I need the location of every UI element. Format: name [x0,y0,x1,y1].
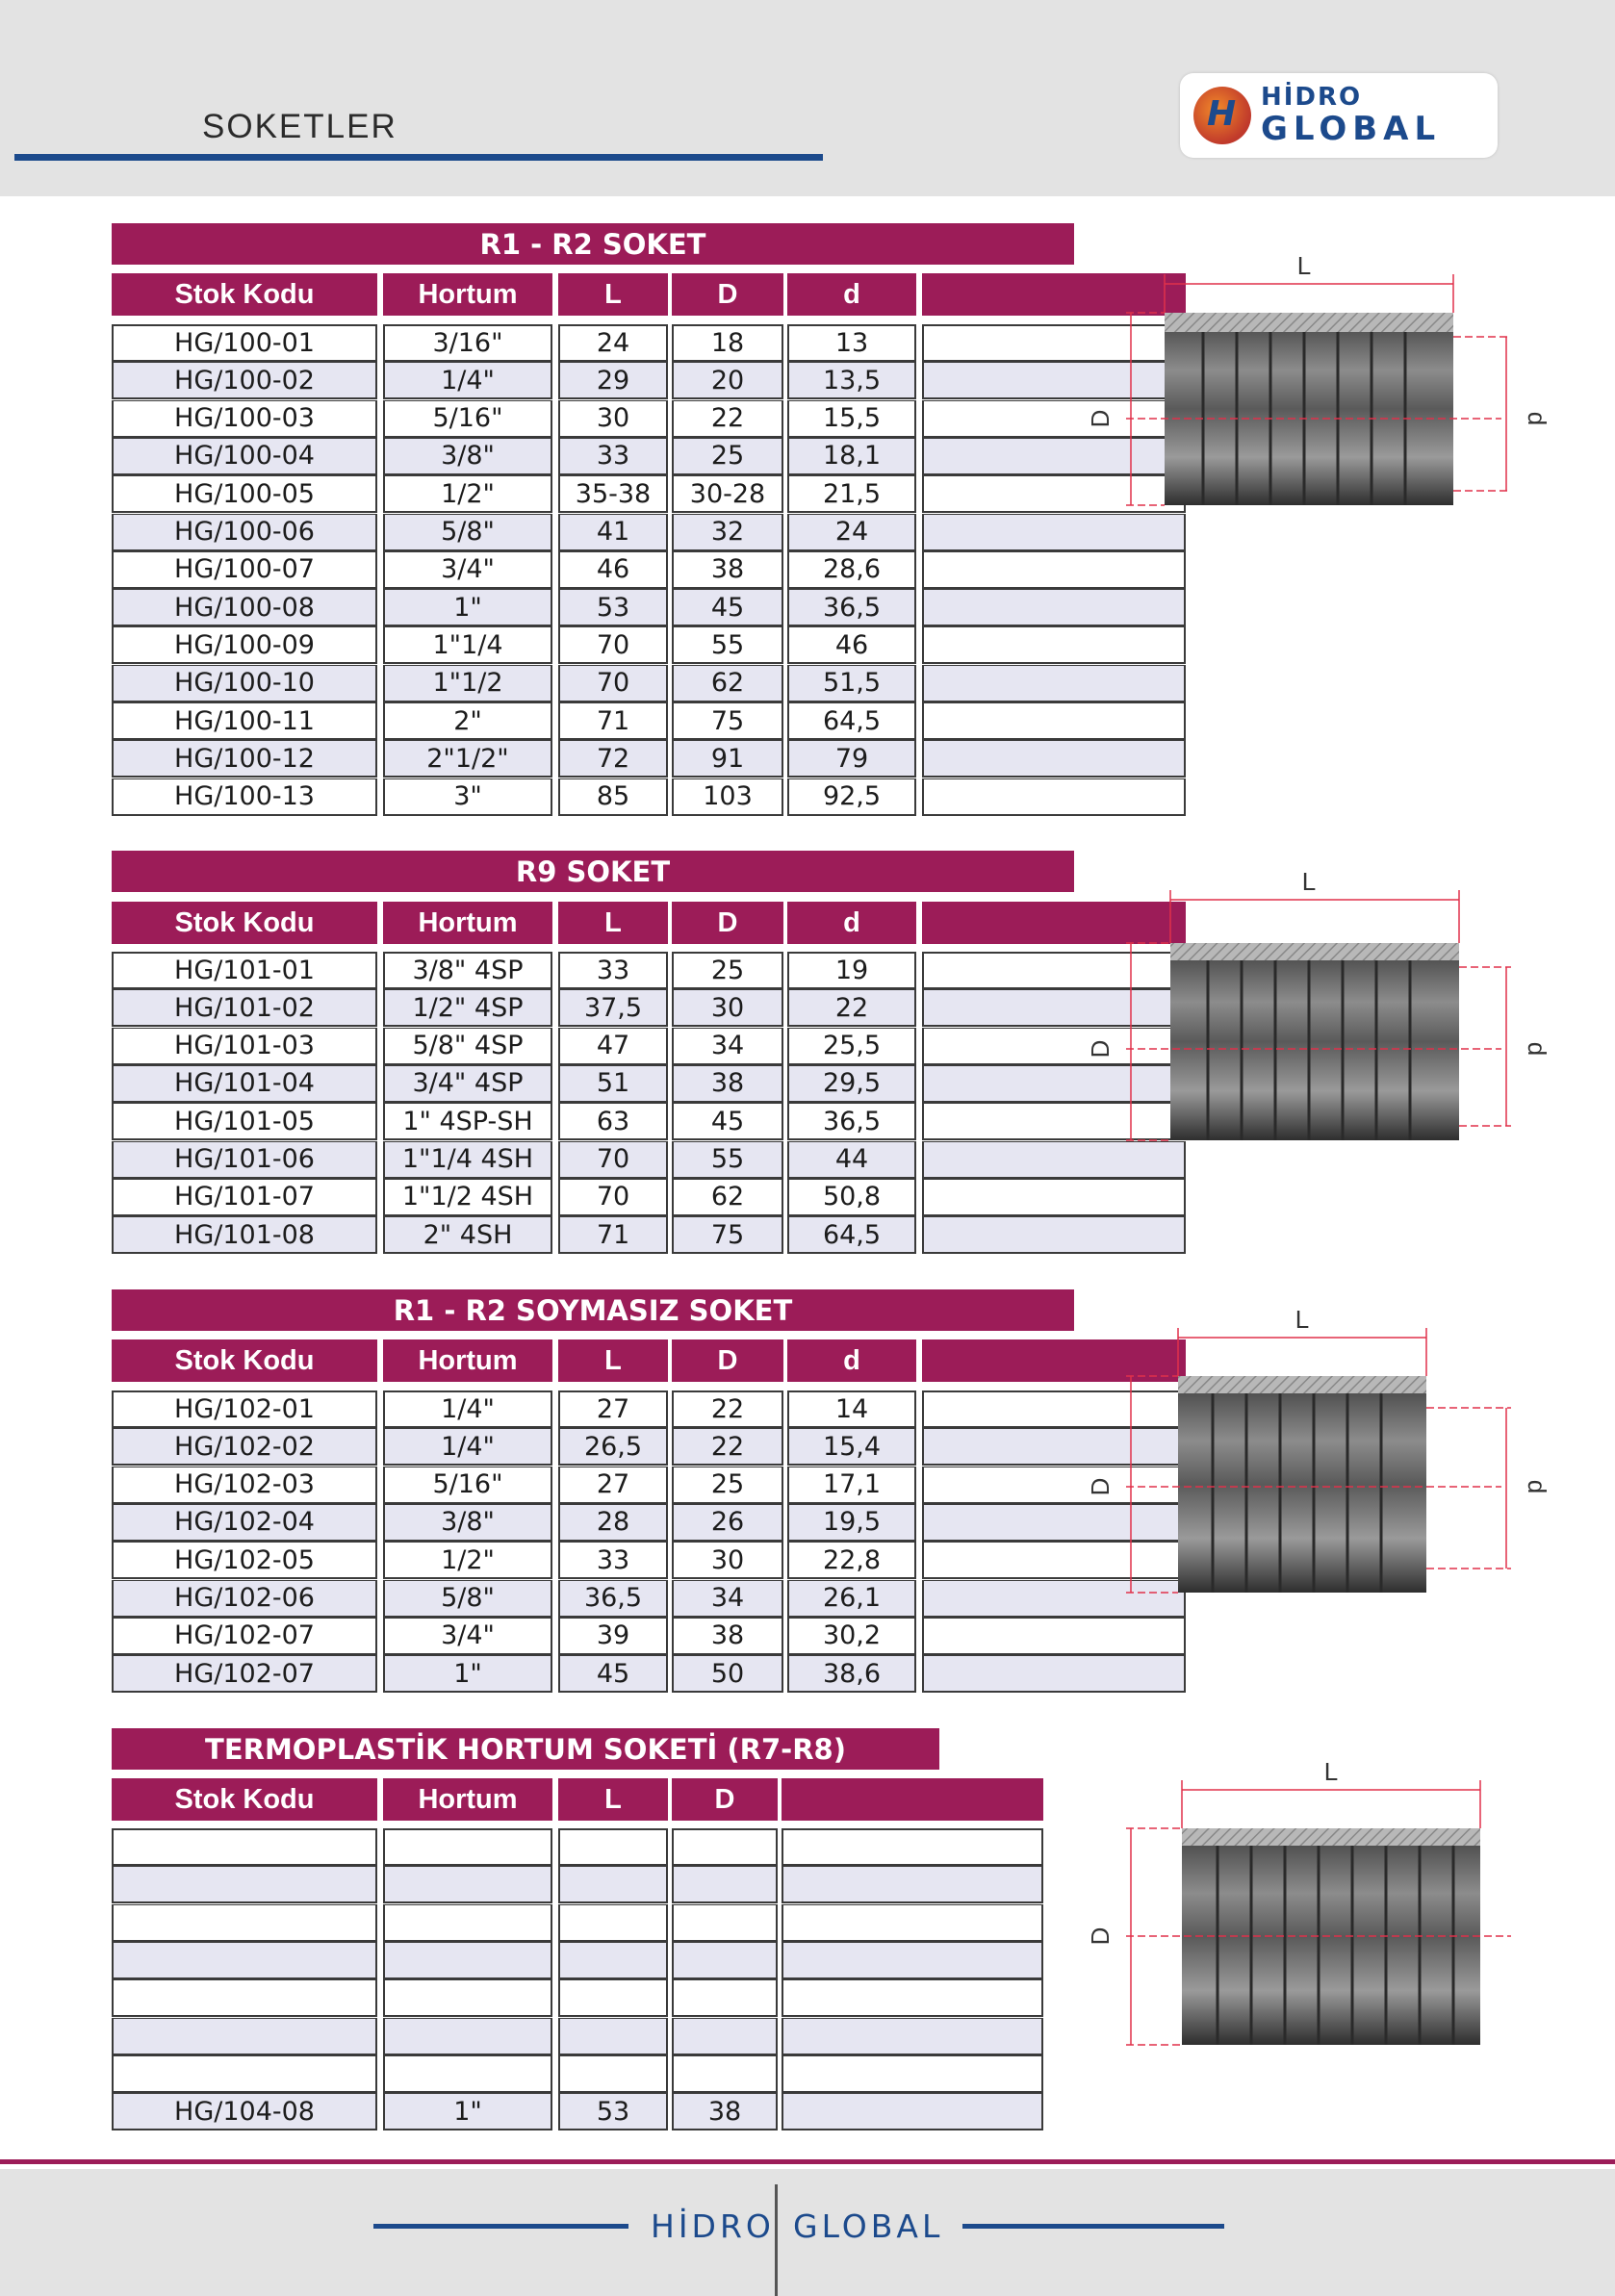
dimension-L-label: L [1295,1305,1310,1334]
table-cell [112,2055,377,2093]
table-cell: 63 [558,1103,668,1140]
column-header: D [672,273,783,316]
table-cell: HG/102-03 [112,1467,377,1504]
table-cell: 5/16" [383,1467,552,1504]
table-cell [672,1942,778,1979]
table-cell [922,551,1186,589]
table-cell: 37,5 [558,989,668,1027]
column-header: Stok Kodu [112,273,377,316]
table-cell [383,1866,552,1903]
table-cell: 26,1 [787,1580,916,1618]
table-cell: 70 [558,665,668,702]
table-cell: HG/102-04 [112,1504,377,1542]
table-cell [558,1942,668,1979]
table-cell [558,1828,668,1866]
table-cell: 29,5 [787,1065,916,1103]
table-cell [922,626,1186,664]
table-cell: 75 [672,702,783,740]
page-title: SOKETLER [202,108,397,145]
table-cell: 29 [558,362,668,399]
table-cell: 1/2" [383,1542,552,1579]
table-cell [922,702,1186,740]
table-cell: HG/100-11 [112,702,377,740]
dimension-L-label: L [1296,251,1312,280]
table-cell: 26,5 [558,1428,668,1466]
socket-drawing-r1-r2-soymasiz [1086,1294,1551,1612]
table-cell [112,2018,377,2055]
table-cell [672,1866,778,1903]
table-cell: HG/100-07 [112,551,377,589]
column-header: Hortum [383,1778,552,1821]
table-cell: 36,5 [558,1580,668,1618]
table-cell: HG/102-07 [112,1618,377,1655]
column-header: Hortum [383,1339,552,1382]
table-title: R1 - R2 SOYMASIZ SOKET [112,1289,1074,1331]
table-cell [922,740,1186,778]
table-cell: 21,5 [787,475,916,513]
table-cell: 3/4" [383,1618,552,1655]
table-cell [383,1942,552,1979]
table-cell [558,1904,668,1942]
table-cell: 38,6 [787,1655,916,1693]
table-cell: HG/104-08 [112,2093,377,2130]
table-cell: 46 [558,551,668,589]
footer-brand-right: GLOBAL [793,2207,944,2245]
dimension-d-label: d [1523,1041,1551,1057]
logo [1180,73,1498,158]
table-cell: HG/100-03 [112,400,377,438]
table-cell: 25,5 [787,1028,916,1065]
table-cell: 15,5 [787,400,916,438]
table-cell: 103 [672,778,783,816]
table-cell: 27 [558,1390,668,1428]
dimension-L-label: L [1323,1757,1339,1786]
table-cell: HG/101-05 [112,1103,377,1140]
table-cell: 22 [672,400,783,438]
table-cell [782,2093,1043,2130]
table-cell: HG/101-04 [112,1065,377,1103]
table-cell: HG/100-04 [112,438,377,475]
column-header: d [787,273,916,316]
header-rule [14,154,823,161]
table-cell: 1/2" 4SP [383,989,552,1027]
table-cell: HG/101-01 [112,952,377,989]
table-cell: HG/102-05 [112,1542,377,1579]
table-cell: 75 [672,1216,783,1254]
table-cell [558,2018,668,2055]
column-header: D [672,902,783,944]
logo-mark-icon [1193,87,1251,144]
column-header: Stok Kodu [112,1339,377,1382]
column-header: Hortum [383,902,552,944]
table-cell: 64,5 [787,1216,916,1254]
table-cell: HG/101-02 [112,989,377,1027]
table-cell: 22 [672,1390,783,1428]
table-cell: HG/100-13 [112,778,377,816]
table-cell [672,2055,778,2093]
table-cell: 41 [558,514,668,551]
table-cell: 36,5 [787,589,916,626]
table-cell: 20 [672,362,783,399]
table-cell: 19 [787,952,916,989]
dimension-D-label: D [1086,1039,1115,1059]
table-cell: 55 [672,626,783,664]
table-cell: 47 [558,1028,668,1065]
table-cell [922,778,1186,816]
table-cell: 44 [787,1141,916,1179]
table-cell [782,2055,1043,2093]
table-cell: 71 [558,1216,668,1254]
column-header: D [672,1339,783,1382]
table-cell: HG/100-05 [112,475,377,513]
table-cell: 5/8" 4SP [383,1028,552,1065]
table-cell: 45 [672,589,783,626]
footer-rule-right [962,2224,1224,2229]
table-cell [922,1216,1186,1254]
dimension-d-label: d [1523,1479,1551,1494]
table-cell: 27 [558,1467,668,1504]
table-cell: 33 [558,438,668,475]
table-cell: HG/101-06 [112,1141,377,1179]
table-cell [383,1904,552,1942]
table-cell: 91 [672,740,783,778]
table-cell: 45 [672,1103,783,1140]
dimension-D-label: D [1086,1926,1115,1946]
table-cell: 1" 4SP-SH [383,1103,552,1140]
table-cell: 3/4" [383,551,552,589]
table-cell: 3/8" [383,438,552,475]
table-cell: 3/8" 4SP [383,952,552,989]
table-cell: 33 [558,952,668,989]
table-cell: 25 [672,438,783,475]
table-cell: 28 [558,1504,668,1542]
logo-text-line1: HİDRO [1261,83,1363,112]
table-cell: 1/2" [383,475,552,513]
table-cell [782,1979,1043,2017]
table-cell: 38 [672,551,783,589]
table-cell: HG/102-02 [112,1428,377,1466]
table-cell: 3/8" [383,1504,552,1542]
table-cell: 3/16" [383,324,552,362]
table-cell [672,2018,778,2055]
table-cell [922,1618,1186,1655]
footer-divider [775,2184,778,2296]
table-cell: 79 [787,740,916,778]
table-cell: 18,1 [787,438,916,475]
table-cell: 5/8" [383,514,552,551]
column-header: L [558,1339,668,1382]
column-header: Stok Kodu [112,902,377,944]
table-cell: 32 [672,514,783,551]
table-cell [112,1979,377,2017]
table-cell [782,1942,1043,1979]
footer-rule-left [373,2224,628,2229]
table-cell: 28,6 [787,551,916,589]
table-cell: 62 [672,665,783,702]
table-cell: 70 [558,626,668,664]
table-cell [383,1828,552,1866]
table-cell: 62 [672,1179,783,1216]
table-cell: 39 [558,1618,668,1655]
column-header: L [558,1778,668,1821]
table-cell: 25 [672,952,783,989]
table-cell [672,1904,778,1942]
table-cell: 22,8 [787,1542,916,1579]
column-header: d [787,902,916,944]
table-cell: 72 [558,740,668,778]
table-cell [112,1828,377,1866]
table-cell: 1/4" [383,362,552,399]
table-cell: 30-28 [672,475,783,513]
table-cell: 15,4 [787,1428,916,1466]
table-cell: 30 [672,989,783,1027]
table-cell: HG/102-01 [112,1390,377,1428]
table-cell: HG/100-01 [112,324,377,362]
dimension-D-label: D [1086,409,1115,428]
table-cell: 2" [383,702,552,740]
table-cell: HG/100-12 [112,740,377,778]
socket-drawing-r9 [1086,866,1551,1184]
table-cell: 1" [383,1655,552,1693]
table-cell: 70 [558,1179,668,1216]
table-cell [782,1866,1043,1903]
column-header: Hortum [383,273,552,316]
table-cell: 33 [558,1542,668,1579]
table-cell [922,1655,1186,1693]
table-cell: 51,5 [787,665,916,702]
table-cell: 34 [672,1028,783,1065]
table-cell: 1" [383,589,552,626]
table-cell: HG/101-03 [112,1028,377,1065]
table-cell: 53 [558,589,668,626]
table-cell: 53 [558,2093,668,2130]
table-cell: 1/4" [383,1428,552,1466]
table-cell [922,589,1186,626]
table-cell: 24 [558,324,668,362]
table-cell: HG/102-06 [112,1580,377,1618]
table-title: R1 - R2 SOKET [112,223,1074,265]
table-cell: HG/101-07 [112,1179,377,1216]
column-header: L [558,902,668,944]
footer-brand-left: HİDRO [651,2207,775,2245]
table-cell: 70 [558,1141,668,1179]
table-cell [922,1179,1186,1216]
footer-accent-line [0,2159,1615,2164]
table-cell: 1" [383,2093,552,2130]
column-header: d [787,1339,916,1382]
table-cell: 19,5 [787,1504,916,1542]
table-title: TERMOPLASTİK HORTUM SOKETİ (R7-R8) [112,1728,939,1770]
table-cell: HG/102-07 [112,1655,377,1693]
table-cell: 14 [787,1390,916,1428]
table-cell: 26 [672,1504,783,1542]
table-cell: 1"1/4 4SH [383,1141,552,1179]
socket-drawing-r1-r2 [1086,245,1551,534]
table-cell: 13,5 [787,362,916,399]
table-cell: 30,2 [787,1618,916,1655]
table-cell: 1/4" [383,1390,552,1428]
table-cell: 3" [383,778,552,816]
table-cell: 50,8 [787,1179,916,1216]
table-cell: 34 [672,1580,783,1618]
table-cell: 38 [672,1065,783,1103]
table-cell: 45 [558,1655,668,1693]
dimension-d-label: d [1523,411,1551,426]
table-cell: 50 [672,1655,783,1693]
column-header: Stok Kodu [112,1778,377,1821]
table-cell: 13 [787,324,916,362]
table-cell: 46 [787,626,916,664]
column-header [782,1778,1043,1821]
table-cell [112,1866,377,1903]
table-cell: 5/8" [383,1580,552,1618]
table-cell: 1"1/2 [383,665,552,702]
table-cell: 92,5 [787,778,916,816]
table-cell: 71 [558,702,668,740]
table-cell: 30 [558,400,668,438]
table-cell: 22 [672,1428,783,1466]
table-cell [112,1904,377,1942]
table-cell [672,1979,778,2017]
socket-drawing-termoplastik [1086,1732,1540,2059]
table-cell: 25 [672,1467,783,1504]
table-cell: HG/100-09 [112,626,377,664]
column-header: L [558,273,668,316]
table-cell: 1"1/2 4SH [383,1179,552,1216]
table-cell [383,1979,552,2017]
table-cell [558,1979,668,2017]
table-cell: 85 [558,778,668,816]
table-cell [383,2055,552,2093]
table-cell: 38 [672,1618,783,1655]
table-cell: 51 [558,1065,668,1103]
table-cell: 18 [672,324,783,362]
table-cell [112,1942,377,1979]
table-cell: 30 [672,1542,783,1579]
table-cell: 1"1/4 [383,626,552,664]
table-cell: HG/100-02 [112,362,377,399]
table-cell [558,1866,668,1903]
table-cell: 17,1 [787,1467,916,1504]
table-title: R9 SOKET [112,851,1074,892]
table-cell [383,2018,552,2055]
table-cell: 55 [672,1141,783,1179]
table-cell: 38 [672,2093,778,2130]
table-cell: HG/100-10 [112,665,377,702]
table-cell [558,2055,668,2093]
table-cell: 36,5 [787,1103,916,1140]
logo-text-line2: GLOBAL [1261,110,1442,148]
table-cell: 3/4" 4SP [383,1065,552,1103]
table-cell: HG/101-08 [112,1216,377,1254]
table-cell: 2"1/2" [383,740,552,778]
table-cell: 64,5 [787,702,916,740]
table-cell [782,1904,1043,1942]
column-header: D [672,1778,778,1821]
table-cell: 22 [787,989,916,1027]
table-cell: HG/100-06 [112,514,377,551]
table-cell [922,665,1186,702]
dimension-D-label: D [1086,1477,1115,1496]
table-cell [672,1828,778,1866]
table-cell [782,1828,1043,1866]
table-cell: 5/16" [383,400,552,438]
table-cell: 35-38 [558,475,668,513]
table-cell: HG/100-08 [112,589,377,626]
dimension-L-label: L [1301,867,1317,896]
table-cell [782,2018,1043,2055]
table-cell: 2" 4SH [383,1216,552,1254]
table-cell: 24 [787,514,916,551]
